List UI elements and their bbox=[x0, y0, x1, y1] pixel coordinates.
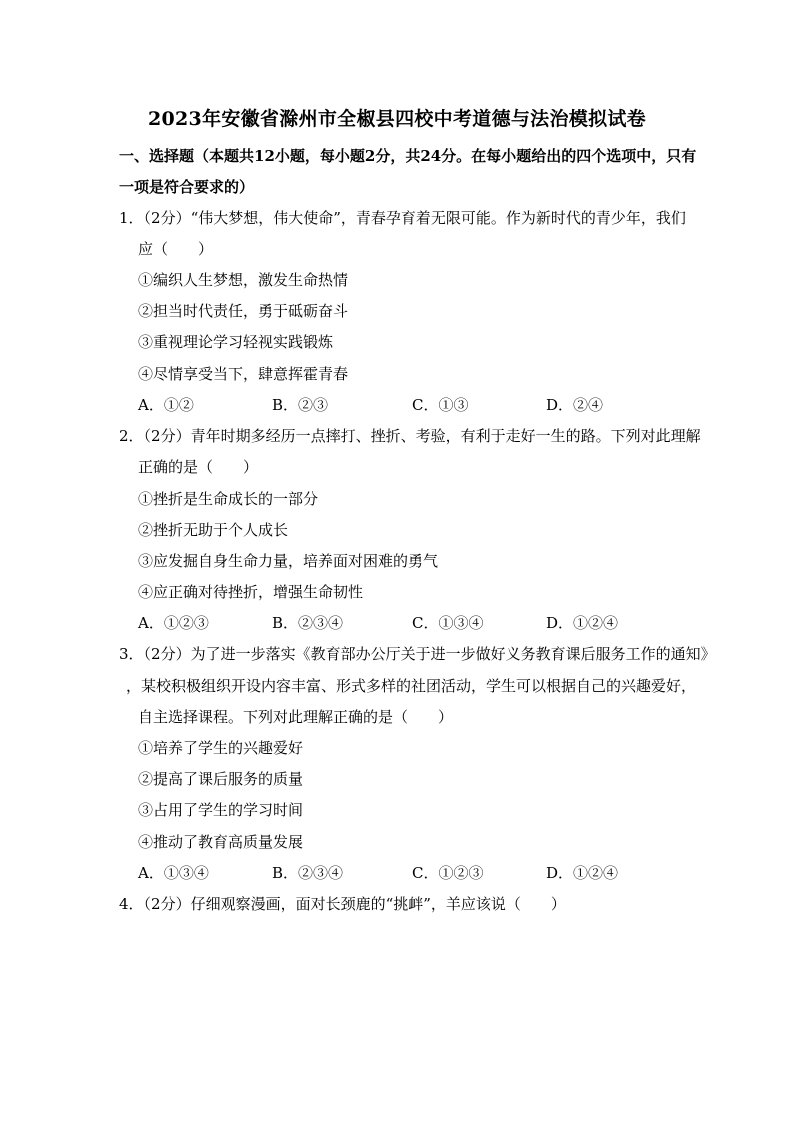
question-3-option-c[interactable]: C．①②③ bbox=[412, 864, 484, 882]
question-3-statement-4: ④推动了教育高质量发展 bbox=[138, 833, 304, 851]
section-heading-line-2: 一项是符合要求的） bbox=[119, 178, 255, 196]
question-4-stem-line-1: 4．（2分）仔细观察漫画，面对长颈鹿的“挑衅”，羊应该说（ ） bbox=[119, 895, 566, 913]
question-2-statement-4: ④应正确对待挫折，增强生命韧性 bbox=[138, 583, 364, 601]
question-3-option-b[interactable]: B．②③④ bbox=[272, 864, 344, 882]
question-1-statement-1: ①编织人生梦想，激发生命热情 bbox=[138, 271, 349, 289]
question-3-statement-2: ②提高了课后服务的质量 bbox=[138, 770, 304, 788]
question-2-option-d[interactable]: D．①②④ bbox=[546, 614, 619, 632]
question-3-option-a[interactable]: A．①③④ bbox=[138, 864, 209, 882]
question-2-statement-1: ①挫折是生命成长的一部分 bbox=[138, 490, 319, 508]
question-1-statement-4: ④尽情享受当下，肆意挥霍青春 bbox=[138, 365, 349, 383]
question-3-statement-3: ③占用了学生的学习时间 bbox=[138, 801, 304, 819]
question-2-stem-line-1: 2．（2分）青年时期多经历一点摔打、挫折、考验，有利于走好一生的路。下列对此理解 bbox=[119, 427, 701, 445]
question-1-option-d[interactable]: D．②④ bbox=[546, 396, 604, 414]
question-2-statement-3: ③应发掘自身生命力量，培养面对困难的勇气 bbox=[138, 552, 439, 570]
question-2-statement-2: ②挫折无助于个人成长 bbox=[138, 521, 289, 539]
question-3-stem-line-1: 3．（2分）为了进一步落实《教育部办公厅关于进一步做好义务教育课后服务工作的通知》 bbox=[119, 645, 716, 663]
question-1-statement-2: ②担当时代责任，勇于砥砺奋斗 bbox=[138, 302, 349, 320]
question-3-stem-line-2: ，某校积极组织开设内容丰富、形式多样的社团活动，学生可以根据自己的兴趣爱好， bbox=[126, 677, 697, 695]
question-3-stem-line-3: 自主选择课程。下列对此理解正确的是（ ） bbox=[138, 708, 454, 726]
question-2-stem-line-2: 正确的是（ ） bbox=[138, 458, 259, 476]
question-3-statement-1: ①培养了学生的兴趣爱好 bbox=[138, 739, 304, 757]
question-1-option-b[interactable]: B．②③ bbox=[272, 396, 329, 414]
question-3-option-d[interactable]: D．①②④ bbox=[546, 864, 619, 882]
question-1-stem-line-1: 1．（2分）“伟大梦想，伟大使命”，青春孕育着无限可能。作为新时代的青少年，我们 bbox=[119, 209, 686, 227]
question-1-option-c[interactable]: C．①③ bbox=[412, 396, 469, 414]
question-2-option-b[interactable]: B．②③④ bbox=[272, 614, 344, 632]
exam-title: 2023年安徽省滁州市全椒县四校中考道德与法治模拟试卷 bbox=[148, 108, 646, 130]
section-heading-line-1: 一、选择题（本题共12小题，每小题2分，共24分。在每小题给出的四个选项中，只有 bbox=[119, 147, 697, 165]
question-2-option-a[interactable]: A．①②③ bbox=[138, 614, 209, 632]
question-1-statement-3: ③重视理论学习轻视实践锻炼 bbox=[138, 333, 334, 351]
question-2-option-c[interactable]: C．①③④ bbox=[412, 614, 484, 632]
question-1-option-a[interactable]: A．①② bbox=[138, 396, 194, 414]
question-1-stem-line-2: 应（ ） bbox=[138, 240, 214, 258]
